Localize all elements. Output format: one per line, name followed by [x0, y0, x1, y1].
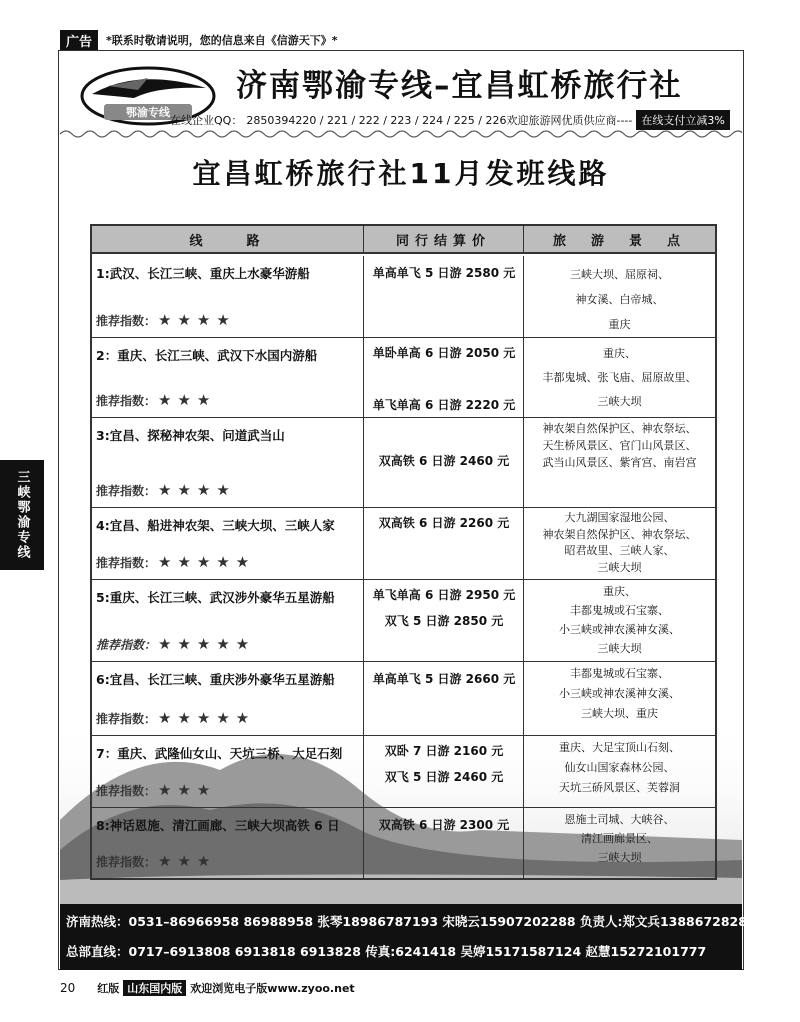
spots: 神农架自然保护区、神农祭坛、 天生桥风景区、官门山风景区、 武当山风景区、紫宵宫、南岩宫 — [542, 422, 697, 469]
table-row — [92, 338, 715, 418]
header-price: 同行结算价 — [364, 226, 524, 252]
rating-stars: ★★★★★ — [158, 553, 256, 571]
rating: 推荐指数： ★★★ — [96, 391, 217, 409]
rating: 推荐指数： ★★★★ — [96, 311, 236, 329]
price: 双高铁 6 日游 2260 元 — [378, 516, 510, 530]
logo-text: 鄂渝专线 — [126, 106, 170, 119]
spots: 大九湖国家湿地公园、 神农架自然保护区、神农祭坛、 昭君故里、三峡人家、 三峡大坝 — [542, 511, 697, 574]
route-name: 6:宜昌、长江三峡、重庆涉外豪华五星游船 — [96, 672, 335, 687]
routes-table — [90, 224, 717, 880]
spots: 重庆、 丰都鬼城、张飞庙、屈原故里、 三峡大坝 — [542, 347, 697, 408]
route-name: 1:武汉、长江三峡、重庆上水豪华游船 — [96, 266, 310, 281]
spots: 三峡大坝、屈原祠、 神女溪、白帝城、 重庆 — [570, 268, 669, 331]
contact-line-jinan: 济南热线：0531–86966958 86988958 张琴18986787193 宋晓云15907202288 负责人:郑文兵13886728289 — [66, 914, 756, 929]
pay-badge: 在线支付立减3% — [636, 110, 729, 130]
table-row — [92, 808, 715, 878]
rating: 推荐指数： ★★★ — [96, 781, 217, 799]
table-row — [92, 418, 715, 508]
route-name: 7：重庆、武隆仙女山、天坑三桥、大足石刻 — [96, 746, 343, 761]
price: 双飞 5 日游 2460 元 — [384, 770, 504, 784]
route-name: 4:宜昌、船进神农架、三峡大坝、三峡人家 — [96, 518, 335, 533]
agency-title: 济南鄂渝专线–宜昌虹桥旅行社 — [236, 68, 683, 104]
rating-stars: ★★★★★ — [158, 709, 256, 727]
price: 双卧 7 日游 2160 元 — [384, 744, 504, 758]
price: 单飞单高 6 日游 2950 元 — [372, 588, 516, 602]
ad-note: *联系时敬请说明，您的信息来自《信游天下》* — [106, 34, 338, 47]
price: 双高铁 6 日游 2460 元 — [378, 454, 510, 468]
qq-line — [170, 110, 730, 130]
route-name: 2：重庆、长江三峡、武汉下水国内游船 — [96, 348, 318, 363]
rating: 推荐指数： ★★★★ — [96, 481, 236, 499]
table-header — [92, 226, 715, 254]
page-subtitle: 宜昌虹桥旅行社11月发班线路 — [192, 157, 610, 190]
footer — [60, 980, 355, 996]
rating: 推荐指数： ★★★★★ — [96, 553, 256, 571]
page-number: 20 — [60, 981, 76, 995]
rating-stars: ★★★ — [158, 852, 217, 870]
price: 单卧单高 6 日游 2050 元 — [372, 346, 516, 360]
side-tab — [0, 460, 44, 570]
ad-topbar — [60, 30, 338, 50]
price: 单高单飞 5 日游 2580 元 — [372, 266, 516, 280]
rating: 推荐指数： ★★★★★ — [96, 635, 256, 653]
table-row — [92, 736, 715, 808]
region-badge: 山东国内版 — [123, 980, 186, 996]
contact-line-hq: 总部直线：0717–6913808 6913818 6913828 传真:6241418 吴婷15171587124 赵慧15272101777 — [66, 944, 707, 959]
spots: 重庆、大足宝顶山石刻、 仙女山国家森林公园、 天坑三硚风景区、芙蓉洞 — [559, 741, 680, 794]
route-name: 3:宜昌、探秘神农架、问道武当山 — [96, 428, 285, 443]
rating-stars: ★★★★★ — [158, 635, 256, 653]
rating-stars: ★★★ — [158, 781, 217, 799]
rating: 推荐指数： ★★★ — [96, 852, 217, 870]
rating-stars: ★★★★ — [158, 311, 236, 329]
price: 双飞 5 日游 2850 元 — [384, 614, 504, 628]
qq-numbers: 2850394220 / 221 / 222 / 223 / 224 / 225 / 226欢迎旅游网优质供应商---- — [246, 114, 633, 127]
spots: 丰都鬼城或石宝寨、 小三峡或神农溪神女溪、 三峡大坝、重庆 — [559, 667, 680, 720]
table-row — [92, 662, 715, 736]
rating-stars: ★★★ — [158, 391, 217, 409]
header-spots: 旅 游 景 点 — [552, 233, 686, 249]
edition: 红版 — [97, 982, 120, 995]
site-link: 欢迎浏览电子版www.zyoo.net — [190, 982, 355, 995]
wave-divider — [60, 128, 742, 140]
rating: 推荐指数： ★★★★★ — [96, 709, 256, 727]
spots: 恩施土司城、大峡谷、 清江画廊景区、 三峡大坝 — [564, 813, 675, 864]
table-row — [92, 580, 715, 662]
ad-badge: 广告 — [60, 30, 98, 51]
header-route: 线 路 — [92, 226, 364, 252]
table-row — [92, 256, 715, 338]
price: 单飞单高 6 日游 2220 元 — [372, 398, 516, 412]
route-name: 5:重庆、长江三峡、武汉涉外豪华五星游船 — [96, 590, 335, 605]
table-row — [92, 508, 715, 580]
spots: 重庆、 丰都鬼城或石宝寨、 小三峡或神农溪神女溪、 三峡大坝 — [559, 585, 680, 655]
route-name: 8:神话恩施、清江画廊、三峡大坝高铁 6 日 — [96, 818, 340, 833]
rating-stars: ★★★★ — [158, 481, 236, 499]
contact-bar — [60, 904, 756, 970]
header — [60, 52, 742, 140]
price: 单高单飞 5 日游 2660 元 — [372, 672, 516, 686]
price: 双高铁 6 日游 2300 元 — [378, 818, 510, 832]
qq-label: 在线企业QQ： — [170, 114, 243, 127]
side-tab-label: 三峡鄂渝专线 — [14, 470, 30, 560]
